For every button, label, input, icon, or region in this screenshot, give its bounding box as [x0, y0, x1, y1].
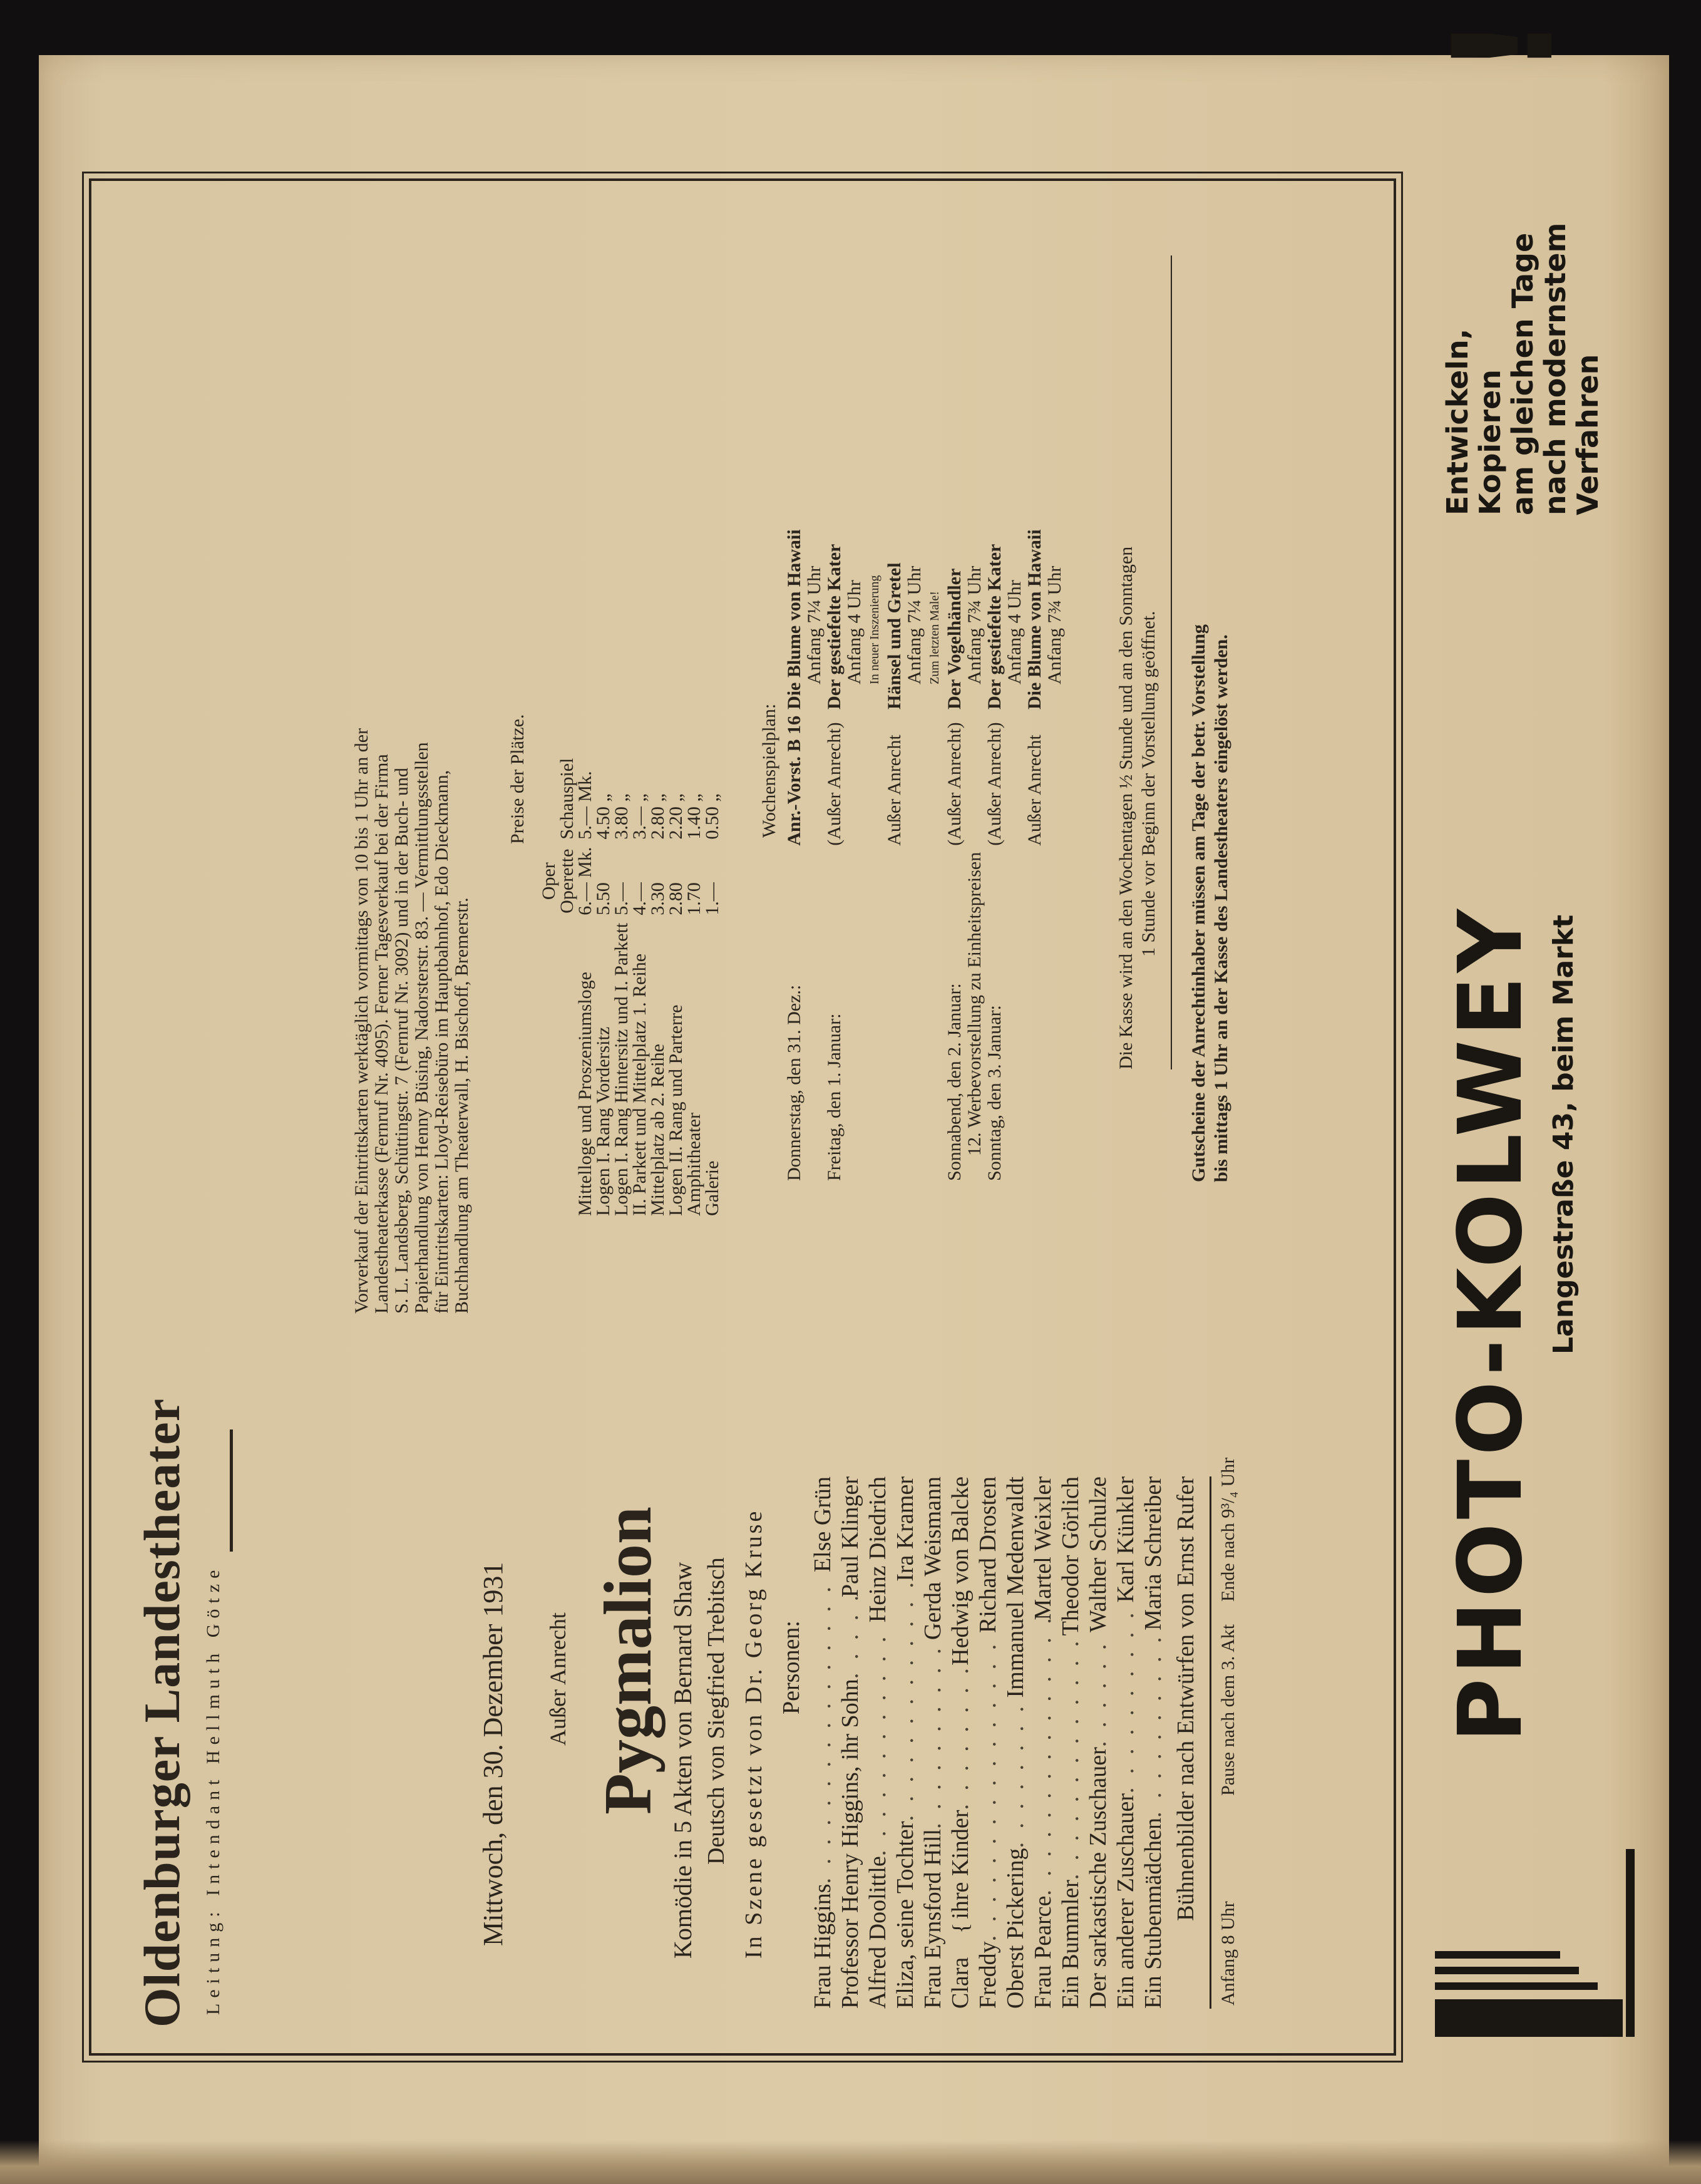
cast-row: Ein anderer Zuschauer . . . Karl Künkler: [1112, 1476, 1139, 2009]
price-row: Mittelplatz ab 2. Reihe 3.30 2.80 „: [647, 793, 668, 1216]
presale-info: Vorverkauf der Eintrittskarten werktäglich vormittags von 10 bis 1 Uhr an der Landestheaterkasse (Fernruf Nr. 4095). Ferner Tagesverkauf bei der Firma S. L. Landsberg, Schüttingstr. 7 (Fernruf Nr. 3092) und in der Buch- und Papierhandlung von Henny Büsing, Nadorsterstr. 83. — Vermittlungsstellen für Eintrittskarten: Lloyd-Reisebüro im Hauptbahnhof, Edo Dieckmann, Buchhandlung am Theaterwall, H. Bischoff, Bremerstr.: [351, 728, 472, 1314]
play-title: Pygmalion: [591, 1506, 665, 1815]
schedule-row: Donnerstag, den 31. Dez.: Anr.-Vorst. B 16 Die Blume von Hawaii: [784, 529, 804, 1181]
footer-rule: [1210, 1476, 1211, 2009]
cast-row: Clara { ihre Kinder . . . Hedwig von Balcke: [947, 1476, 974, 2009]
price-row: Mittelloge und Proszeniumsloge 6.— Mk. 5.— Mk.: [575, 771, 595, 1216]
end-time: Ende nach 9³/₄ Uhr: [1218, 1457, 1238, 1602]
cast-row: Ein Bummler . . . Theodor Görlich: [1057, 1476, 1084, 2009]
price-row: Galerie 1.— 0.50 „: [702, 793, 722, 1216]
title-rule: [230, 1429, 233, 1552]
stage-design-credit: Bühnenbilder nach Entwürfen von Ernst Rufer: [1173, 1476, 1199, 1921]
schedule-row: Freitag, den 1. Januar: (Außer Anrecht) Der gestiefelte Kater: [824, 543, 845, 1181]
box-office-line-2: 1 Stunde vor Beginn der Vorstellung geöffnet.: [1138, 610, 1159, 957]
cast-row: Eliza, seine Tochter . . . Ira Kramer: [892, 1476, 919, 2009]
price-row: Amphitheater 1.70 1.40 „: [684, 793, 704, 1216]
schedule-row: Außer Anrecht Die Blume von Hawaii: [1024, 529, 1045, 846]
cast-row: Alfred Doolittle . . . Heinz Diedrich: [864, 1476, 892, 2009]
voucher-line-2: bis mittags 1 Uhr an der Kasse des Landestheaters eingelöst werden.: [1211, 634, 1231, 1182]
schedule-row: Sonntag, den 3. Januar: (Außer Anrecht) Der gestiefelte Kater: [984, 543, 1005, 1181]
prices-table: Oper Operette Schauspiel Mittelloge und Proszeniumsloge 6.— Mk. 5.— Mk. Logen I. Rang Vordersitz 5.50 4.50 „ Logen I. Rang Hintersitz und I. Parkett 5.— 3.80 „ II. Parkett und Mittelplatz 1. Reihe 4.— 3.— „ Mittelplatz ab 2. Reihe 3.30 2.80 „ Logen II. Rang und Parterre 2.80 2.20 „ Amphitheater 1.70 1.40 „ Galerie 1.— 0.50 „: [540, 755, 721, 1220]
ad-address: Langestraße 43, beim Markt: [1548, 914, 1580, 1354]
schedule-row: Außer Anrecht Hänsel und Gretel: [884, 562, 905, 846]
cast-row: Frau Higgins . . . Else Grün: [809, 1476, 836, 2009]
camera-logo-icon: [1435, 1943, 1623, 2037]
rotated-program-sheet: [39, 10, 1669, 2184]
cast-row: Frau Eynsford Hill . . . Gerda Weismann: [919, 1476, 947, 2009]
cast-row: Oberst Pickering . . . Immanuel Medenwaldt: [1002, 1476, 1029, 2009]
play-translation: Deutsch von Siegfried Trebitsch: [703, 1557, 729, 1865]
cast-list: [809, 1476, 1167, 2009]
price-row: II. Parkett und Mittelplatz 1. Reihe 4.— 3.— „: [629, 793, 650, 1216]
schedule-heading: Wochenspielplan:: [759, 703, 779, 838]
cast-row: Professor Henry Higgins, ihr Sohn . . . Paul Klinger: [836, 1476, 864, 2009]
cast-row: Frau Pearce . . . Martel Weixler: [1029, 1476, 1057, 2009]
schedule-row: Sonnabend, den 2. Januar: (Außer Anrecht) Der Vogelhändler: [944, 568, 965, 1181]
ad-underline: [1626, 1849, 1635, 2037]
start-time: Anfang 8 Uhr: [1218, 1901, 1238, 2006]
cast-row: Der sarkastische Zuschauer . . . Walther Schulze: [1084, 1476, 1112, 2009]
theater-name: Oldenburger Landestheater: [133, 1398, 190, 2027]
voucher-rule: [1171, 255, 1172, 1069]
theater-direction: Leitung: Intendant Hellmuth Götze: [203, 1564, 224, 2015]
play-director: In Szene gesetzt von Dr. Georg Kruse: [741, 1508, 767, 1959]
price-row: Logen I. Rang Hintersitz und I. Parkett 5.— 3.80 „: [611, 793, 632, 1216]
voucher-line-1: Gutscheine der Anrechtinhaber müssen am Tage der betr. Vorstellung: [1188, 624, 1209, 1182]
ad-brand: PHOTO-KOLWEY: [1440, 905, 1542, 1743]
schedule-table: Donnerstag, den 31. Dez.: Anr.-Vorst. B 16 Die Blume von Hawaii Anfang 7¼ Uhr Freitag, den 1. Januar: (Außer Anrecht) Der gestiefelte Kater Anfang 4 Uhr In neuer Inszenierung Außer Anrecht Hänsel und Gretel Anfang 7¼ Uhr Zum letzten Male! Sonnabend, den 2. Januar: (Außer Anrecht) Der Vogelhändler 12. Werbevorstellung zu Einheitspreisen Anfang 7¾ Uhr Sonntag, den 3. Januar: (Außer Anrecht) Der gestiefelte Kater Anfang 4 Uhr Außer Anrecht Die Blume von Hawaii Anfang 7¾ Uhr: [784, 523, 1066, 1182]
price-row: Logen I. Rang Vordersitz 5.50 4.50 „: [593, 793, 614, 1216]
play-genre: Komödie in 5 Akten von Bernard Shaw: [669, 1562, 697, 1959]
price-row: Logen II. Rang und Parterre 2.80 2.20 „: [665, 793, 686, 1216]
photo-kolwey-ad: [1424, 10, 1642, 2056]
ad-exclamation: !: [1424, 10, 1584, 77]
prices-heading: Preise der Plätze.: [507, 714, 528, 844]
cast-row: Freddy . . . Richard Drosten: [974, 1476, 1002, 2009]
children-brace-label: ihre Kinder: [947, 1810, 974, 1919]
subscription-note: Außer Anrecht: [545, 1612, 570, 1746]
cast-heading: Personen:: [778, 1620, 804, 1714]
box-office-line-1: Die Kasse wird an den Wochentagen ½ Stunde und an den Sonntagen: [1116, 546, 1136, 1069]
pause-note: Pause nach dem 3. Akt: [1218, 1624, 1238, 1796]
cast-row: Ein Stubenmädchen . . . Maria Schreiber: [1139, 1476, 1167, 2009]
performance-date: Mittwoch, den 30. Dezember 1931: [478, 1562, 508, 1946]
ad-slogan: Entwickeln, Kopieren am gleichen Tage nach modernstem Verfahren: [1441, 222, 1605, 515]
